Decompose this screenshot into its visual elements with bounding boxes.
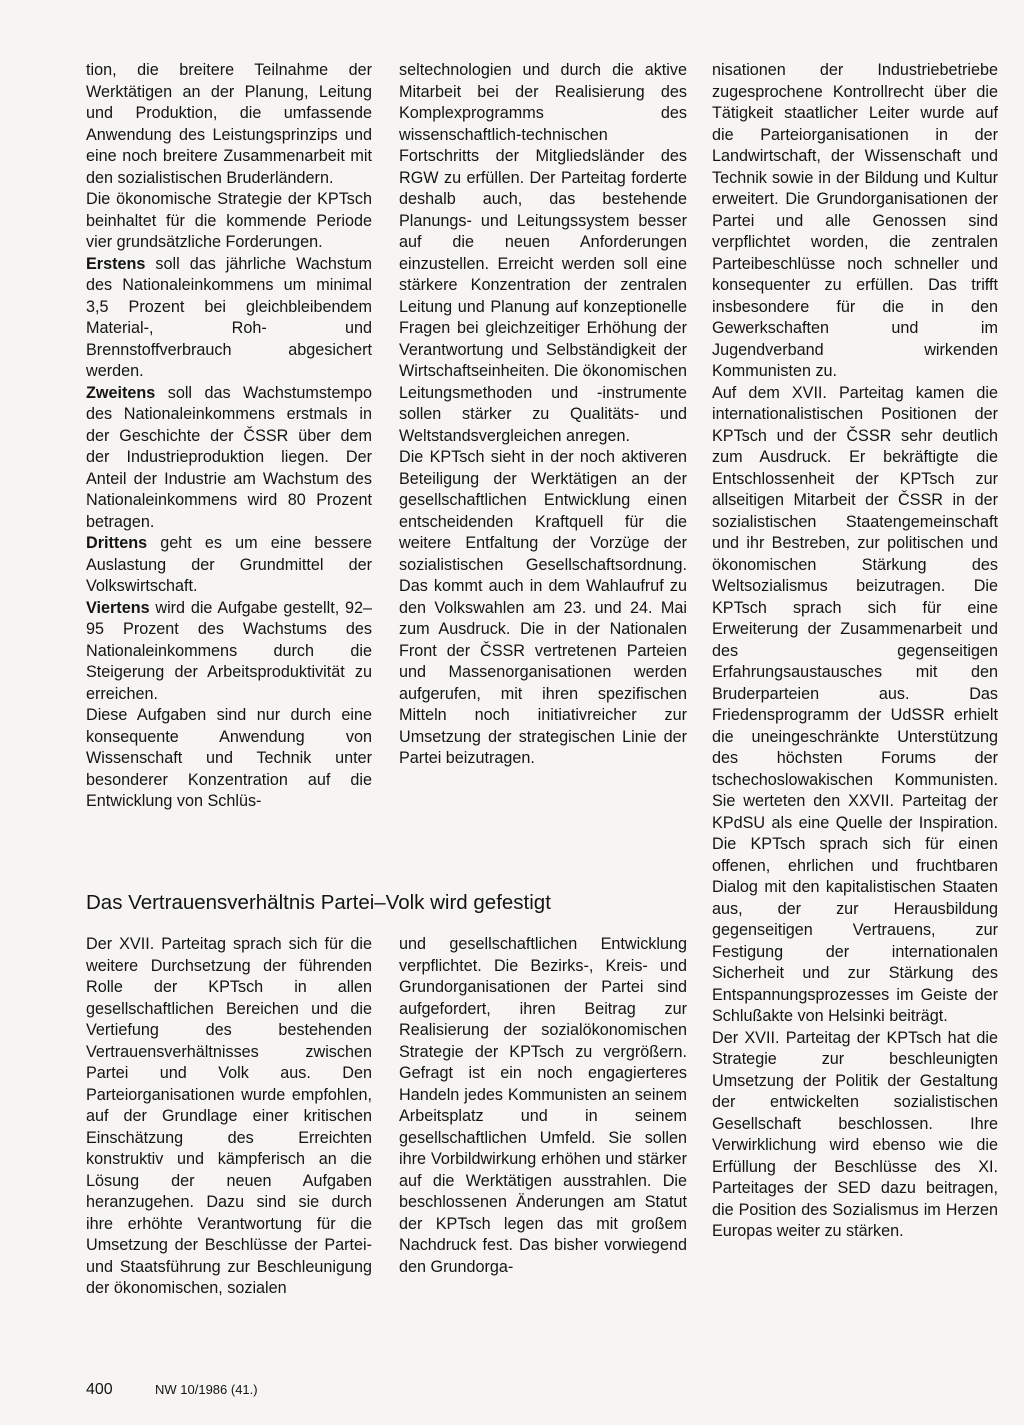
paragraph-text: wird die Aufgabe gestellt, 92–95 Prozent des Wachstums des Nationaleinkommens durch die Steigerung der Arbeitsproduktivität zu erreichen. bbox=[86, 598, 372, 703]
paragraph-text: seltechnologien und durch die aktive Mitarbeit bei der Realisierung des Komplexprogramms des wissenschaftlich-technischen Fortschritts der Mitgliedsländer des RGW zu erfüllen. Der Parteitag forderte deshalb auch, das bestehende Planungs- und Leitungssystem besser auf die neuen Anforderungen einzustellen. Erreicht werden soll eine stärkere Konzentration der zentralen Leitung und Planung auf konzeptionelle Fragen bei gleichzeitiger Erhöhung der Verantwortung und Selbständigkeit der Wirtschaftseinheiten. Die ökonomischen Leitungsmethoden und -instrumente sollen stärker zu Qualitäts- und Weltstandsvergleichen anregen. bbox=[399, 61, 687, 445]
paragraph bbox=[86, 533, 372, 598]
paragraph-text: Diese Aufgaben sind nur durch eine konsequente Anwendung von Wissenschaft und Technik unter besonderer Konzentration auf die Entwicklung von Schlüs- bbox=[86, 706, 372, 810]
paragraph-lead-word: Zweitens bbox=[86, 383, 156, 402]
paragraph bbox=[86, 598, 372, 706]
text-column-1 bbox=[86, 60, 372, 813]
paragraph-lead-word: Erstens bbox=[86, 254, 146, 273]
paragraph-text: geht es um eine bessere Auslastung der Grundmittel der Volkswirtschaft. bbox=[86, 534, 372, 595]
paragraph-text: soll das jährliche Wachstum des Nationaleinkommens um minimal 3,5 Prozent bei gleichbleibendem Material-, Roh- und Brennstoffverbrauch abgesichert werden. bbox=[86, 254, 372, 380]
paragraph-text: und gesellschaftlichen Entwicklung verpflichtet. Die Bezirks-, Kreis- und Grundorganisationen der Partei sind aufgefordert, ihren Beitrag zur Realisierung der sozialökonomischen Strategie der KPTsch zu vergrößern. Gefragt ist ein noch engagierteres Handeln jedes Kommunisten an seinem Arbeitsplatz und in seinem gesellschaftlichen Umfeld. Sie sollen ihre Vorbildwirkung erhöhen und stärker auf die Werktätigen ausstrahlen. Die beschlossenen Änderungen am Statut der KPTsch legen das mit großem Nachdruck fest. Das bisher vorwiegend den Grundorga- bbox=[399, 935, 687, 1276]
paragraph bbox=[86, 189, 372, 254]
paragraph-text: nisationen der Industriebetriebe zugesprochene Kontrollrecht über die Tätigkeit staatlicher Leiter wurde auf die Parteiorganisationen in der Landwirtschaft, der Wissenschaft und Technik sowie in der Bildung und Kultur erweitert. Die Grundorganisationen der Partei und alle Genossen sind verpflichtet worden, die zentralen Parteibeschlüsse noch schneller und konsequenter zu erfüllen. Das trifft insbesondere für die in den Gewerkschaften und im Jugendverband wirkenden Kommunisten zu. bbox=[712, 61, 998, 380]
paragraph bbox=[86, 705, 372, 813]
paragraph bbox=[86, 60, 372, 189]
paragraph-text: Der XVII. Parteitag der KPTsch hat die Strategie zur beschleunigten Umsetzung der Politik der Gestaltung der entwickelten sozialistischen Gesellschaft beschlossen. Ihre Verwirklichung wird ebenso wie die Erfüllung der Beschlüsse des XI. Parteitages der SED dazu beitragen, die Position des Sozialismus im Herzen Europas weiter zu stärken. bbox=[712, 1028, 998, 1240]
text-column-5 bbox=[399, 934, 687, 1278]
paragraph bbox=[86, 934, 372, 1300]
paragraph bbox=[712, 1028, 998, 1243]
paragraph-text: Der XVII. Parteitag sprach sich für die weitere Durchsetzung der führenden Rolle der KPTsch in allen gesellschaftlichen Bereichen und die Vertiefung des bestehenden Vertrauensverhältnisses zwischen Partei und Volk aus. Den Parteiorganisationen wurde empfohlen, auf der Grundlage einer kritischen Einschätzung des Erreichten konstruktiv und kämpferisch an die Lösung der neuen Aufgaben heranzugehen. Dazu sind sie durch ihre erhöhte Verantwortung für die Umsetzung der Beschlüsse der Partei- und Staatsführung zur Beschleunigung der ökonomischen, sozialen bbox=[86, 935, 372, 1297]
text-column-3 bbox=[712, 60, 998, 1243]
paragraph bbox=[86, 254, 372, 383]
paragraph bbox=[86, 383, 372, 534]
paragraph-text: Die ökonomische Strategie der KPTsch beinhaltet für die kommende Periode vier grundsätzliche Forderungen. bbox=[86, 190, 372, 251]
paragraph-text: Auf dem XVII. Parteitag kamen die internationalistischen Positionen der KPTsch und der ČSSR sehr deutlich zum Ausdruck. Er bekräftigte die Entschlossenheit der KPTsch zur allseitigen Mitarbeit der ČSSR in der sozialistischen Staatengemeinschaft und ihr Bestreben, zur politischen und ökonomischen Stärkung des Weltsozialismus beizutragen. Die KPTsch sprach sich für eine Erweiterung der Zusammenarbeit und des gegenseitigen Erfahrungsaustausches mit den Bruderparteien aus. Das Friedensprogramm der UdSSR erhielt die uneingeschränkte Unterstützung des höchsten Forums der tschechoslowakischen Kommunisten. Sie werteten den XXVII. Parteitag der KPdSU als eine Quelle der Inspiration. Die KPTsch sprach sich für einen offenen, ehrlichen und fruchtbaren Dialog mit den kapitalistischen Staaten aus, der zur Herausbildung gegenseitigen Vertrauens, zur Festigung der internationalen Sicherheit und zur Stärkung des Entspannungsprozesses im Geiste der Schlußakte von Helsinki beiträgt. bbox=[712, 383, 998, 1025]
paragraph bbox=[399, 447, 687, 770]
paragraph bbox=[712, 383, 998, 1028]
paragraph bbox=[399, 934, 687, 1278]
text-column-4 bbox=[86, 934, 372, 1300]
section-heading: Das Vertrauensverhältnis Partei–Volk wird gefestigt bbox=[86, 891, 551, 914]
paragraph-text: soll das Wachstumstempo des Nationaleinkommens erstmals in der Geschichte der ČSSR über dem der Industrieproduktion liegen. Der Anteil der Industrie am Wachstum des Nationaleinkommens wird 80 Prozent betragen. bbox=[86, 383, 372, 531]
paragraph bbox=[712, 60, 998, 383]
paragraph-text: Die KPTsch sieht in der noch aktiveren Beteiligung der Werktätigen an der gesellschaftlichen Entwicklung einen entscheidenden Kraftquell für die weitere Entfaltung der Vorzüge der sozialistischen Gesellschaftsordnung. Das kommt auch in dem Wahlaufruf zu den Volkswahlen am 23. und 24. Mai zum Ausdruck. Die in der Nationalen Front der ČSSR vertretenen Parteien und Massenorganisationen werden aufgerufen, mit ihren spezifischen Mitteln noch initiativreicher zur Umsetzung der strategischen Linie der Partei beizutragen. bbox=[399, 448, 687, 767]
text-column-2 bbox=[399, 60, 687, 770]
paragraph-text: tion, die breitere Teilnahme der Werktätigen an der Planung, Leitung und Produktion, die umfassende Anwendung des Leistungsprinzips und eine noch breitere Zusammenarbeit mit den sozialistischen Bruderländern. bbox=[86, 61, 372, 187]
paragraph bbox=[399, 60, 687, 447]
page-number: 400 bbox=[86, 1381, 113, 1398]
paragraph-lead-word: Viertens bbox=[86, 598, 150, 617]
paragraph-lead-word: Drittens bbox=[86, 534, 148, 552]
issue-reference: NW 10/1986 (41.) bbox=[155, 1382, 258, 1397]
